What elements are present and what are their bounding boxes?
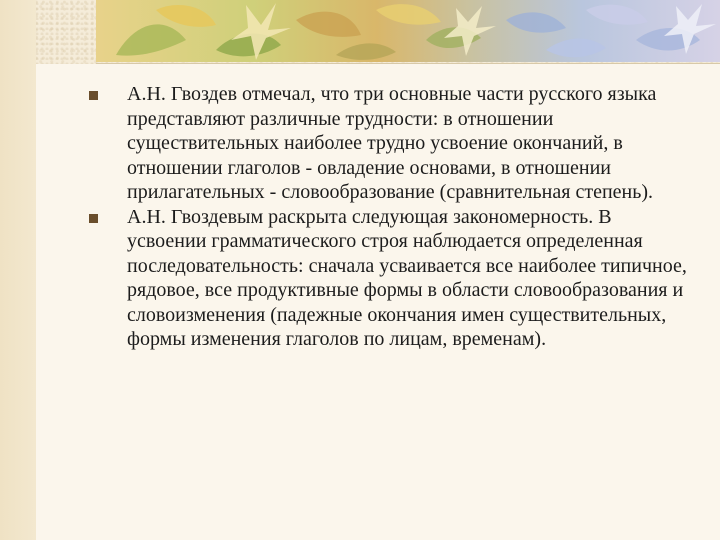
bullet-text-1: А.Н. Гвоздев отмечал, что три основные части русского языка представляют различные трудности: в отношении существительных наиболее трудно усвоение окончаний, в отношении глаголов - овладение основами, в отношении прилагательных - словообразование (сравнительная степень). bbox=[127, 83, 657, 203]
square-bullet-icon bbox=[89, 91, 98, 100]
bullet-text-2: А.Н. Гвоздевым раскрыта следующая закономерность. В усвоении грамматического строя наблюдается определенная последовательность: сначала усваивается все наиболее типичное, рядовое, все продуктивные формы в области словообразования и словоизменения (падежные окончания имен существительных, формы изменения глаголов по лицам, временам). bbox=[127, 205, 687, 350]
decorative-floral-banner bbox=[96, 0, 720, 62]
bullet-item-2 bbox=[82, 205, 692, 352]
bullet-item-1 bbox=[82, 82, 692, 205]
decorative-left-strip bbox=[0, 0, 36, 540]
floral-banner-image bbox=[96, 0, 720, 62]
square-bullet-icon bbox=[89, 214, 98, 223]
bullet-list bbox=[82, 82, 692, 352]
